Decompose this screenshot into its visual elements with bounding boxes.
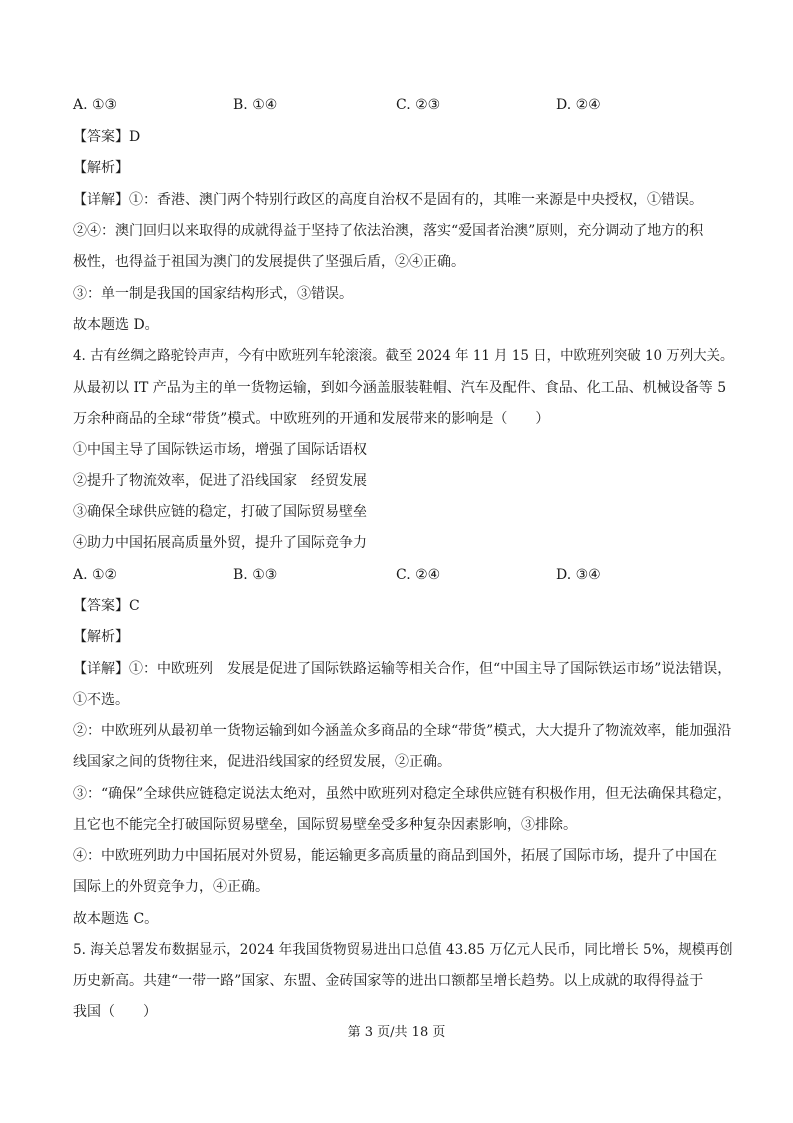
q3-option-d: D. ②④ — [556, 97, 601, 113]
q4-option-b: B. ①③ — [233, 567, 278, 583]
q4-statement-3: ③确保全球供应链的稳定，打破了国际贸易壁垒 — [73, 504, 367, 520]
q4-option-d: D. ③④ — [556, 567, 601, 583]
q3-analysis-label: 【解析】 — [73, 160, 129, 176]
q3-option-a: A. ①③ — [73, 97, 118, 113]
q4-statement-2: ②提升了物流效率，促进了沿线国家 经贸发展 — [73, 473, 367, 489]
q4-analysis-text: 解析 — [87, 629, 115, 645]
q5-stem-line: 5. 海关总署发布数据显示，2024 年我国货物贸易进出口总值 43.85 万亿元人民币，同比增长 5%，规模再创 — [73, 942, 733, 958]
q3-analysis-text: 解析 — [87, 160, 115, 176]
page-footer: 第 3 页/共 18 页 — [347, 1025, 446, 1040]
q4-detail-line: ④：中欧班列助力中国拓展对外贸易，能运输更多高质量的商品到国外，拓展了国际市场，提升了中国在 — [73, 848, 717, 864]
q3-detail-line: 极性，也得益于祖国为澳门的发展提供了坚强后盾，②④正确。 — [73, 254, 465, 270]
q4-detail-line: 线国家之间的货物往来，促进沿线国家的经贸发展，②正确。 — [73, 754, 451, 770]
q4-detail-line: 且它也不能完全打破国际贸易壁垒，国际贸易壁垒受多种复杂因素影响，③排除。 — [73, 817, 577, 833]
q4-option-c: C. ②④ — [396, 567, 441, 583]
q4-stem-line: 万余种商品的全球“带货”模式。中欧班列的开通和发展带来的影响是（ ） — [73, 411, 550, 427]
q4-statement-4: ④助力中国拓展高质量外贸，提升了国际竞争力 — [73, 535, 367, 551]
q4-detail-line: 【详解】①：中欧班列 发展是促进了国际铁路运输等相关合作，但“中国主导了国际铁运市场”说法错误， — [73, 661, 732, 677]
q3-detail-line: ③：单一制是我国的国家结构形式，③错误。 — [73, 286, 353, 302]
q4-conclusion: 故本题选 C。 — [73, 911, 159, 927]
q4-detail-line: ①不选。 — [73, 692, 129, 708]
q3-conclusion: 故本题选 D。 — [73, 317, 159, 333]
q4-analysis-label: 【解析】 — [73, 629, 129, 645]
q4-detail-line: ③：“确保”全球供应链稳定说法太绝对，虽然中欧班列对稳定全球供应链有积极作用，但无法确保其稳定， — [73, 786, 732, 802]
q4-statement-1: ①中国主导了国际铁运市场，增强了国际话语权 — [73, 442, 367, 458]
q3-answer: 【答案】D — [73, 129, 141, 145]
q4-detail-line: ②：中欧班列从最初单一货物运输到如今涵盖众多商品的全球“带货”模式，大大提升了物流效率，能加强沿 — [73, 723, 732, 739]
q4-stem-line: 4. 古有丝绸之路驼铃声声，今有中欧班列车轮滚滚。截至 2024 年 11 月 15 日，中欧班列突破 10 万列大关。 — [73, 348, 734, 364]
q4-detail-line: 国际上的外贸竞争力，④正确。 — [73, 879, 269, 895]
q5-stem-line: 我国（ ） — [73, 1004, 157, 1020]
q4-answer: 【答案】C — [73, 598, 140, 614]
q3-detail-line: 【详解】①：香港、澳门两个特别行政区的高度自治权不是固有的，其唯一来源是中央授权，①错误。 — [73, 192, 703, 208]
q3-option-c: C. ②③ — [396, 97, 441, 113]
q5-stem-line: 历史新高。共建“一带一路”国家、东盟、金砖国家等的进出口额都呈增长趋势。以上成就的取得得益于 — [73, 973, 704, 989]
q4-stem-line: 从最初以 IT 产品为主的单一货物运输，到如今涵盖服装鞋帽、汽车及配件、食品、化工品、机械设备等 5 — [73, 380, 727, 396]
q3-option-b: B. ①④ — [233, 97, 278, 113]
q3-detail-line: ②④：澳门回归以来取得的成就得益于坚持了依法治澳，落实“爱国者治澳”原则，充分调动了地方的积 — [73, 223, 704, 239]
q4-option-a: A. ①② — [73, 567, 118, 583]
